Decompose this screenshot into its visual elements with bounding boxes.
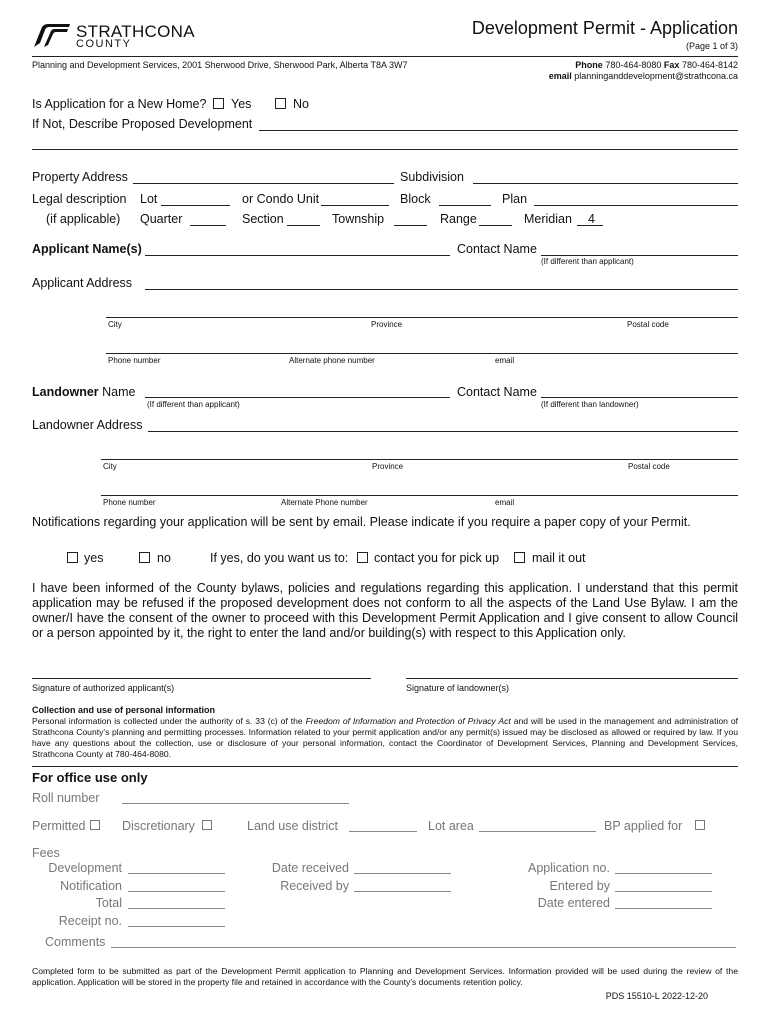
mail-checkbox[interactable] [514,552,525,563]
discretionary-label: Discretionary [122,819,195,833]
comments-label: Comments [45,935,106,949]
privacy-text-b: and will be used in the management and administration of Strathcona County's planning and permitting processes. Information related to your permit application and/or any permit(s) issued may be disclosed as allowed or required by law. If you have any questions about the collection, use or disclosure of your personal information, contact the Coordinator of Development Services, Planning and Development Services, Strathcona County at 780-464-8080. [32,716,738,759]
property-address-field[interactable] [133,183,394,184]
condo-unit-field[interactable] [321,205,389,206]
strathcona-logo-icon [30,23,70,49]
landowner-signature-label: Signature of landowner(s) [406,683,510,693]
applicant-phone-field[interactable] [106,353,738,354]
discretionary-checkbox[interactable] [202,820,212,830]
legal-description-label: Legal description [32,192,127,206]
landowner-name-bold: Landowner [32,385,99,399]
landowner-address-field[interactable] [148,431,738,432]
applicant-signature-field[interactable] [32,678,371,679]
privacy-text [32,716,738,760]
phone-value: 780-464-8080 [605,60,662,70]
delivery-question: If yes, do you want us to: [210,551,349,565]
applicant-name-label: Applicant Name(s) [32,242,142,256]
date-received-label: Date received [271,861,349,875]
notification-fee-label: Notification [60,879,122,893]
entered-by-label: Entered by [549,879,610,893]
applicant-city-label: City [108,320,122,329]
applicant-phone-label: Phone number [108,356,161,365]
paper-copy-yes-checkbox[interactable] [67,552,78,563]
new-home-yes-label: Yes [231,97,252,111]
received-by-label: Received by [280,879,349,893]
total-fee-field[interactable] [128,908,225,909]
comments-field[interactable] [111,947,736,948]
section-label: Section [242,212,284,226]
describe-development-field-2[interactable] [32,149,738,150]
subdivision-field[interactable] [473,183,738,184]
landowner-contact-field[interactable] [541,397,738,398]
landowner-alt-phone-label: Alternate Phone number [281,498,368,507]
landowner-postal-label: Postal code [628,462,670,471]
roll-number-label: Roll number [32,791,100,805]
landowner-signature-field[interactable] [406,678,738,679]
describe-development-field[interactable] [259,130,738,131]
applicant-name-field[interactable] [145,255,450,256]
date-entered-label: Date entered [537,896,610,910]
landowner-name-label [32,385,136,399]
landowner-email-label: email [495,498,515,507]
contact-phone-fax [575,60,738,70]
landowner-city-label: City [103,462,117,471]
landowner-contact-note: (If different than landowner) [541,400,639,409]
date-received-field[interactable] [354,873,451,874]
development-fee-field[interactable] [128,873,225,874]
paper-copy-no-checkbox[interactable] [139,552,150,563]
mail-label: mail it out [532,551,586,565]
notification-fee-field[interactable] [128,891,225,892]
office-address: Planning and Development Services, 2001 Sherwood Drive, Sherwood Park, Alberta T8A 3W7 [32,60,408,70]
bp-applied-checkbox[interactable] [695,820,705,830]
quarter-field[interactable] [190,225,226,226]
privacy-text-a: Personal information is collected under the authority of s. 33 (c) of the [32,716,306,726]
condo-unit-label: or Condo Unit [242,192,320,206]
receipt-number-label: Receipt no. [58,914,122,928]
landowner-address-label: Landowner Address [32,418,143,432]
applicant-signature-label: Signature of authorized applicant(s) [32,683,175,693]
plan-field[interactable] [534,205,738,206]
footer-note: Completed form to be submitted as part of the Development Permit application to Planning and Development Services. Information provided will be used during the review of the application. Application will be stored in the property file and retained in accordance with the County's documents retention policy. [32,966,738,987]
logo-text-county: COUNTY [76,38,132,50]
landowner-city-field[interactable] [101,459,738,460]
lot-area-field[interactable] [479,831,596,832]
permitted-label: Permitted [32,819,86,833]
fees-label: Fees [32,846,60,860]
contact-email [549,71,738,81]
describe-development-label: If Not, Describe Proposed Development [32,117,253,131]
applicant-city-field[interactable] [106,317,738,318]
landowner-phone-field[interactable] [101,495,738,496]
page-title: Development Permit - Application [471,18,738,38]
privacy-act-name: Freedom of Information and Protection of Privacy Act [305,716,511,726]
applicant-contact-field[interactable] [541,255,738,256]
privacy-title: Collection and use of personal information [32,705,216,715]
receipt-number-field[interactable] [128,926,225,927]
new-home-no-label: No [293,97,309,111]
block-field[interactable] [439,205,491,206]
notifications-text: Notifications regarding your application will be sent by email. Please indicate if you require a paper copy of your Permit. [32,515,691,529]
application-number-label: Application no. [527,861,610,875]
meridian-field[interactable] [577,225,603,226]
entered-by-field[interactable] [615,891,712,892]
form-code: PDS 15510-L 2022-12-20 [605,991,708,1001]
land-use-district-field[interactable] [349,831,417,832]
landowner-name-rest: Name [98,385,136,399]
fax-label: Fax [663,60,680,70]
lot-label: Lot [140,192,158,206]
landowner-phone-label: Phone number [103,498,156,507]
plan-label: Plan [502,192,528,206]
applicant-alt-phone-label: Alternate phone number [289,356,375,365]
roll-number-field[interactable] [122,803,349,804]
pickup-label: contact you for pick up [374,551,500,565]
applicant-address-label: Applicant Address [32,276,133,290]
applicant-contact-label: Contact Name [457,242,537,256]
section-field[interactable] [287,225,320,226]
date-entered-field[interactable] [615,908,712,909]
landowner-name-field[interactable] [145,397,450,398]
range-field[interactable] [479,225,512,226]
lot-area-label: Lot area [428,819,474,833]
email-label: email [548,71,572,81]
new-home-yes-checkbox[interactable] [213,98,224,109]
office-use-title: For office use only [32,770,148,785]
applicant-province-label: Province [371,320,403,329]
land-use-district-label: Land use district [247,819,339,833]
applicant-postal-label: Postal code [627,320,669,329]
pickup-checkbox[interactable] [357,552,368,563]
page-number: (Page 1 of 3) [685,41,738,51]
property-address-label: Property Address [32,170,128,184]
fax-value: 780-464-8142 [681,60,738,70]
permitted-checkbox[interactable] [90,820,100,830]
meridian-value: 4 [588,212,595,226]
new-home-no-checkbox[interactable] [275,98,286,109]
total-fee-label: Total [95,896,122,910]
landowner-contact-label: Contact Name [457,385,537,399]
applicant-address-field[interactable] [145,289,738,290]
applicant-email-label: email [495,356,515,365]
block-label: Block [400,192,431,206]
paper-copy-yes-label: yes [84,551,104,565]
new-home-question: Is Application for a New Home? [32,97,207,111]
meridian-label: Meridian [524,212,572,226]
email-value: planninganddevelopment@strathcona.ca [574,71,738,81]
applicant-contact-note: (If different than applicant) [541,257,634,266]
subdivision-label: Subdivision [400,170,464,184]
application-number-field[interactable] [615,873,712,874]
consent-statement: I have been informed of the County bylaws, policies and regulations regarding this application. I understand that this permit application may be refused if the proposed development does not conform to all the aspects of the Land Use Bylaw. I am the owner/I have the consent of the owner to proceed with this Development Permit Application and I give consent to allow Council or a person appointed by it, the right to enter the land and/or building(s) with respect to this Application only. [32,581,738,640]
quarter-label: Quarter [140,212,183,226]
lot-field[interactable] [161,205,230,206]
received-by-field[interactable] [354,891,451,892]
phone-label: Phone [575,60,603,70]
landowner-province-label: Province [372,462,404,471]
if-applicable-label: (if applicable) [46,212,121,226]
bp-applied-label: BP applied for [604,819,683,833]
township-label: Township [332,212,385,226]
development-fee-label: Development [48,861,122,875]
paper-copy-no-label: no [157,551,171,565]
landowner-name-note: (If different than applicant) [147,400,240,409]
township-field[interactable] [394,225,427,226]
logo-text-strathcona: STRATHCONA [76,22,195,41]
range-label: Range [440,212,477,226]
